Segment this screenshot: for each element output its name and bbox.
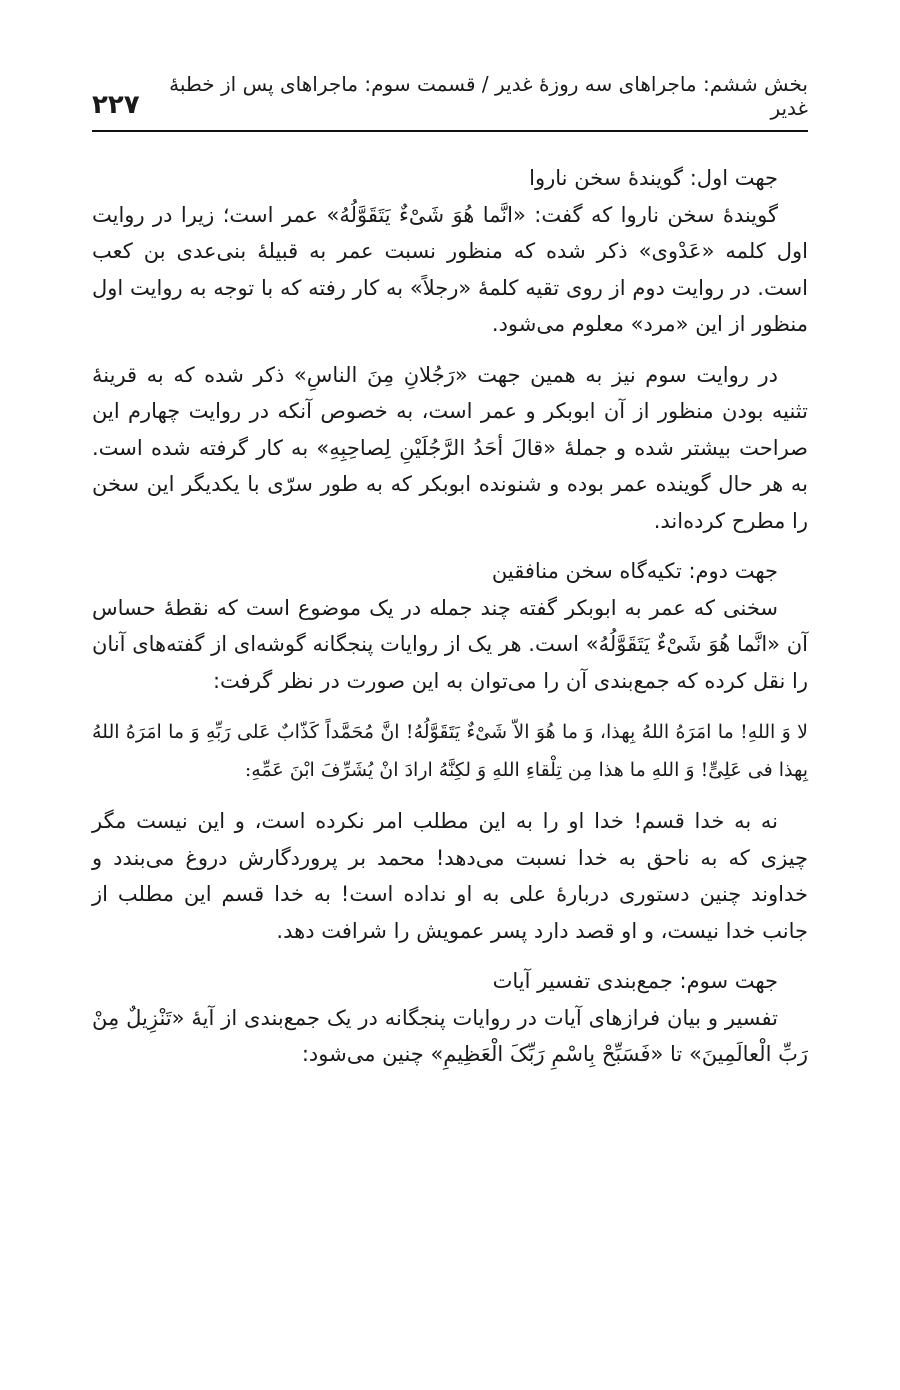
section-2-paragraph-1: سخنی که عمر به ابوبکر گفته چند جمله در یک موضوع است که نقطهٔ حساس آن «انَّما هُوَ شَیْءٌ یَتَقَوَّلُهُ» است. هر یک از روایات پنجگانه گوشه‌ای از گفته‌های آنان را نقل کرده که جمع‌بندی آن را می‌توان به این صورت در نظر گرفت:	[92, 595, 808, 693]
section-heading-3: جهت سوم: جمع‌بندی تفسیر آیات	[492, 969, 778, 993]
section-heading-1: جهت اول: گویندهٔ سخن ناروا	[529, 166, 778, 190]
section-1-paragraph-1: گویندهٔ سخن ناروا که گفت: «انَّما هُوَ شَیْءٌ یَتَقَوَّلُهُ» عمر است؛ زیرا در روایت اول کلمه «عَدْوی» ذکر شده که منظور نسبت عمر به قبیلهٔ بنی‌عدی بن کعب است. در روایت دوم از روی تقیه کلمهٔ «رجلاً» به کار رفته که با توجه به روایت اول منظور از این «مرد» معلوم می‌شود.	[92, 202, 808, 336]
section-2-paragraph-2: نه به خدا قسم! خدا او را به این مطلب امر نکرده است، و این نیست مگر چیزی که به ناحق به خدا نسبت می‌دهد! محمد بر پروردگارش دروغ می‌بندد و خداوند چنین دستوری دربارهٔ علی به او نداده است! به خدا قسم این مطلب از جانب خدا نیست، و او قصد دارد پسر عمویش را شرافت دهد.	[92, 809, 808, 943]
page-number: ۲۲۷	[92, 90, 140, 120]
section-3-paragraph-1: تفسیر و بیان فرازهای آیات در روایات پنجگانه در یک جمع‌بندی از آیهٔ «تَنْزِیلٌ مِنْ رَبِّ الْعالَمِینَ» تا «فَسَبِّحْ بِاسْمِ رَبِّکَ الْعَظِیمِ» چنین می‌شود:	[92, 1005, 808, 1066]
running-header	[92, 72, 808, 132]
page-body	[92, 160, 808, 1073]
arabic-quote: لا وَ اللهِ! ما امَرَهُ اللهُ بِهذا، وَ ما هُوَ الاّ شَیْءٌ یَتَقَوَّلُهُ! انَّ مُحَمَّداً کَذّابٌ عَلی رَبِّهِ وَ ما امَرَهُ اللهُ بِهذا فی عَلِیٍّ! وَ اللهِ ما هذا مِن تِلْقاءِ اللهِ وَ لکِنَّهُ ارادَ انْ یُشَرِّفَ ابْنَ عَمِّهِ:	[92, 721, 808, 781]
section-heading-2: جهت دوم: تکیه‌گاه سخن منافقین	[491, 559, 778, 583]
section-1-paragraph-2: در روایت سوم نیز به همین جهت «رَجُلانِ مِنَ الناسِ» ذکر شده که به قرینهٔ تثنیه بودن منظور از آن ابوبکر و عمر است، به خصوص آنکه در روایت چهارم این صراحت بیشتر شده و جملهٔ «قالَ أحَدُ الرَّجُلَیْنِ لِصاحِبِهِ» به کار گرفته شده است. به هر حال گوینده عمر بوده و شنونده ابوبکر که به طور سرّی با یکدیگر این سخن را مطرح کرده‌اند.	[92, 362, 808, 533]
running-title: بخش ششم: ماجراهای سه روزهٔ غدیر / قسمت سوم: ماجراهای پس از خطبهٔ غدیر	[169, 72, 808, 120]
